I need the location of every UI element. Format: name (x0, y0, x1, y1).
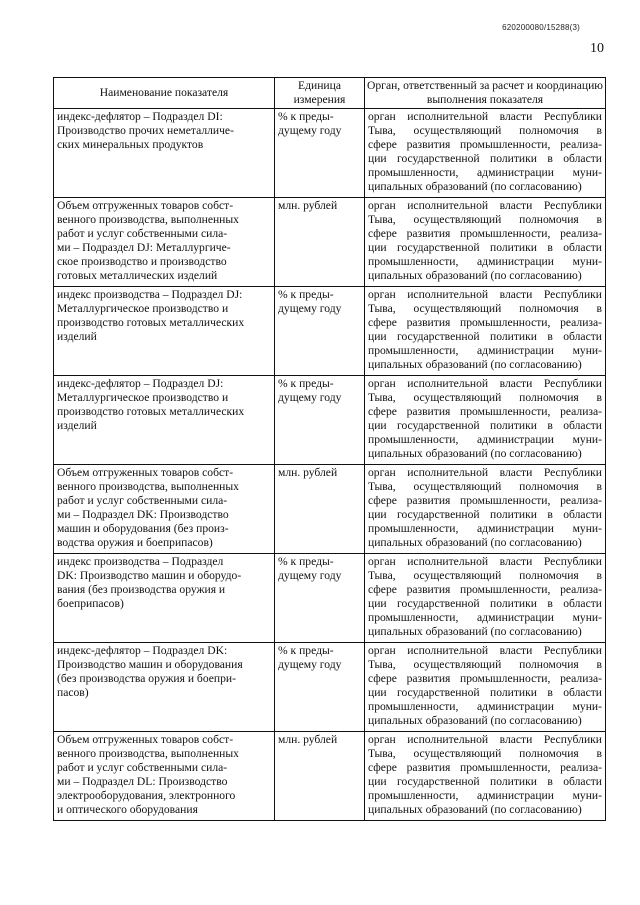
text-line: сфере развития промышленности, реализа- (368, 137, 602, 151)
text-line: ское производство и производство (57, 254, 227, 268)
text-line: вания (без производства оружия и (57, 582, 226, 596)
text-line: промышленности, администрации муни- (368, 432, 602, 446)
text-line: орган исполнительной власти Республики (368, 733, 602, 746)
text-line: % к преды- (278, 110, 334, 123)
text-line: венного производства, выполненных (57, 746, 239, 760)
text-line: дущему году (278, 390, 342, 404)
text-line: млн. рублей (278, 199, 338, 212)
unit-cell (275, 198, 365, 287)
text-line: готовых металлических изделий (57, 268, 218, 282)
text-line: Объем отгруженных товаров собст- (57, 733, 234, 746)
text-line: ми – Подраздел DK: Производство (57, 507, 229, 521)
text-line: пасов) (57, 685, 89, 699)
text-line: ципальных образований (по согласованию) (368, 535, 582, 549)
text-line: ции государственной политики в области (368, 329, 602, 343)
table-row (54, 198, 606, 287)
text-line: орган исполнительной власти Республики (368, 644, 602, 657)
text-line: ципальных образований (по согласованию) (368, 357, 582, 371)
indicator-name-cell (54, 287, 275, 376)
unit-cell (275, 376, 365, 465)
table-header-row (54, 78, 606, 109)
text-line: ципальных образований (по согласованию) (368, 446, 582, 460)
table-row (54, 376, 606, 465)
text-line: Тыва, осуществляющий полномочия в (368, 657, 602, 671)
unit-cell (275, 109, 365, 198)
text-line: индекс производства – Подраздел DJ: (57, 288, 243, 301)
text-line: промышленности, администрации муни- (368, 699, 602, 713)
text-line: ских минеральных продуктов (57, 137, 204, 151)
text-line: ции государственной политики в области (368, 507, 602, 521)
indicator-name-cell (54, 643, 275, 732)
text-line: ции государственной политики в области (368, 685, 602, 699)
unit-cell (275, 643, 365, 732)
organ-cell (365, 287, 606, 376)
organ-cell (365, 109, 606, 198)
text-line: млн. рублей (278, 466, 338, 479)
text-line: ципальных образований (по согласованию) (368, 802, 582, 816)
indicators-table (53, 77, 606, 821)
indicator-name-cell (54, 554, 275, 643)
text-line: Тыва, осуществляющий полномочия в (368, 746, 602, 760)
text-line: электрооборудования, электронного (57, 788, 236, 802)
text-line: производство готовых металлических (57, 404, 245, 418)
text-line: венного производства, выполненных (57, 212, 239, 226)
text-line: ции государственной политики в области (368, 774, 602, 788)
text-line: работ и услуг собственными сила- (57, 493, 228, 507)
text-line: индекс производства – Подраздел (57, 555, 224, 568)
text-line: промышленности, администрации муни- (368, 254, 602, 268)
column-header-organ: Орган, ответственный за расчет и координацию выполнения показателя (365, 78, 606, 109)
text-line: Тыва, осуществляющий полномочия в (368, 390, 602, 404)
text-line: производство готовых металлических (57, 315, 245, 329)
text-line: сфере развития промышленности, реализа- (368, 404, 602, 418)
text-line: работ и услуг собственными сила- (57, 226, 228, 240)
table-row (54, 287, 606, 376)
text-line: ции государственной политики в области (368, 240, 602, 254)
text-line: промышленности, администрации муни- (368, 610, 602, 624)
text-line: дущему году (278, 123, 342, 137)
text-line: орган исполнительной власти Республики (368, 377, 602, 390)
text-line: ми – Подраздел DL: Производство (57, 774, 228, 788)
text-line: сфере развития промышленности, реализа- (368, 582, 602, 596)
text-line: ции государственной политики в области (368, 596, 602, 610)
text-line: ми – Подраздел DJ: Металлургиче- (57, 240, 231, 254)
text-line: Тыва, осуществляющий полномочия в (368, 212, 602, 226)
text-line: % к преды- (278, 644, 334, 657)
text-line: Тыва, осуществляющий полномочия в (368, 479, 602, 493)
table-row (54, 732, 606, 821)
text-line: Металлургическое производство и (57, 390, 229, 404)
text-line: орган исполнительной власти Республики (368, 555, 602, 568)
text-line: Производство прочих неметалличе- (57, 123, 234, 137)
text-line: промышленности, администрации муни- (368, 343, 602, 357)
table-row (54, 465, 606, 554)
column-header-unit: Единица измерения (275, 78, 365, 109)
text-line: Металлургическое производство и (57, 301, 229, 315)
text-line: и оптического оборудования (57, 802, 198, 816)
text-line: ципальных образований (по согласованию) (368, 268, 582, 282)
text-line: % к преды- (278, 555, 334, 568)
text-line: ции государственной политики в области (368, 418, 602, 432)
text-line: работ и услуг собственными сила- (57, 760, 228, 774)
text-line: Тыва, осуществляющий полномочия в (368, 568, 602, 582)
column-header-name: Наименование показателя (54, 78, 275, 109)
table-row (54, 643, 606, 732)
organ-cell (365, 554, 606, 643)
text-line: сфере развития промышленности, реализа- (368, 226, 602, 240)
organ-cell (365, 376, 606, 465)
text-line: сфере развития промышленности, реализа- (368, 493, 602, 507)
text-line: Тыва, осуществляющий полномочия в (368, 301, 602, 315)
text-line: машин и оборудования (без произ- (57, 521, 229, 535)
text-line: ципальных образований (по согласованию) (368, 624, 582, 638)
text-line: индекс-дефлятор – Подраздел DK: (57, 644, 228, 657)
text-line: сфере развития промышленности, реализа- (368, 671, 602, 685)
text-line: дущему году (278, 301, 342, 315)
indicator-name-cell (54, 376, 275, 465)
organ-cell (365, 465, 606, 554)
text-line: боеприпасов) (57, 596, 124, 610)
text-line: орган исполнительной власти Республики (368, 199, 602, 212)
indicator-name-cell (54, 109, 275, 198)
text-line: промышленности, администрации муни- (368, 521, 602, 535)
text-line: изделий (57, 418, 97, 432)
text-line: орган исполнительной власти Республики (368, 110, 602, 123)
indicator-name-cell (54, 465, 275, 554)
table-row (54, 554, 606, 643)
text-line: млн. рублей (278, 733, 338, 746)
organ-cell (365, 643, 606, 732)
text-line: индекс-дефлятор – Подраздел DI: (57, 110, 223, 123)
text-line: ципальных образований (по согласованию) (368, 179, 582, 193)
text-line: Производство машин и оборудования (57, 657, 243, 671)
text-line: водства оружия и боеприпасов) (57, 535, 213, 549)
table-body (54, 109, 606, 821)
text-line: ципальных образований (по согласованию) (368, 713, 582, 727)
text-line: изделий (57, 329, 97, 343)
document-id: 620200080/15288(3) (502, 23, 580, 32)
text-line: DK: Производство машин и оборудо- (57, 568, 242, 582)
text-line: сфере развития промышленности, реализа- (368, 760, 602, 774)
indicator-name-cell (54, 732, 275, 821)
page-number: 10 (590, 41, 604, 56)
text-line: индекс-дефлятор – Подраздел DJ: (57, 377, 224, 390)
text-line: Тыва, осуществляющий полномочия в (368, 123, 602, 137)
text-line: промышленности, администрации муни- (368, 165, 602, 179)
text-line: Объем отгруженных товаров собст- (57, 466, 234, 479)
text-line: (без производства оружия и боепри- (57, 671, 236, 685)
unit-cell (275, 554, 365, 643)
indicator-name-cell (54, 198, 275, 287)
unit-cell (275, 287, 365, 376)
unit-cell (275, 732, 365, 821)
text-line: орган исполнительной власти Республики (368, 466, 602, 479)
text-line: % к преды- (278, 288, 334, 301)
organ-cell (365, 198, 606, 287)
text-line: дущему году (278, 657, 342, 671)
text-line: % к преды- (278, 377, 334, 390)
text-line: Объем отгруженных товаров собст- (57, 199, 234, 212)
organ-cell (365, 732, 606, 821)
text-line: ции государственной политики в области (368, 151, 602, 165)
text-line: промышленности, администрации муни- (368, 788, 602, 802)
text-line: орган исполнительной власти Республики (368, 288, 602, 301)
text-line: дущему году (278, 568, 342, 582)
table-row (54, 109, 606, 198)
text-line: венного производства, выполненных (57, 479, 239, 493)
text-line: сфере развития промышленности, реализа- (368, 315, 602, 329)
unit-cell (275, 465, 365, 554)
